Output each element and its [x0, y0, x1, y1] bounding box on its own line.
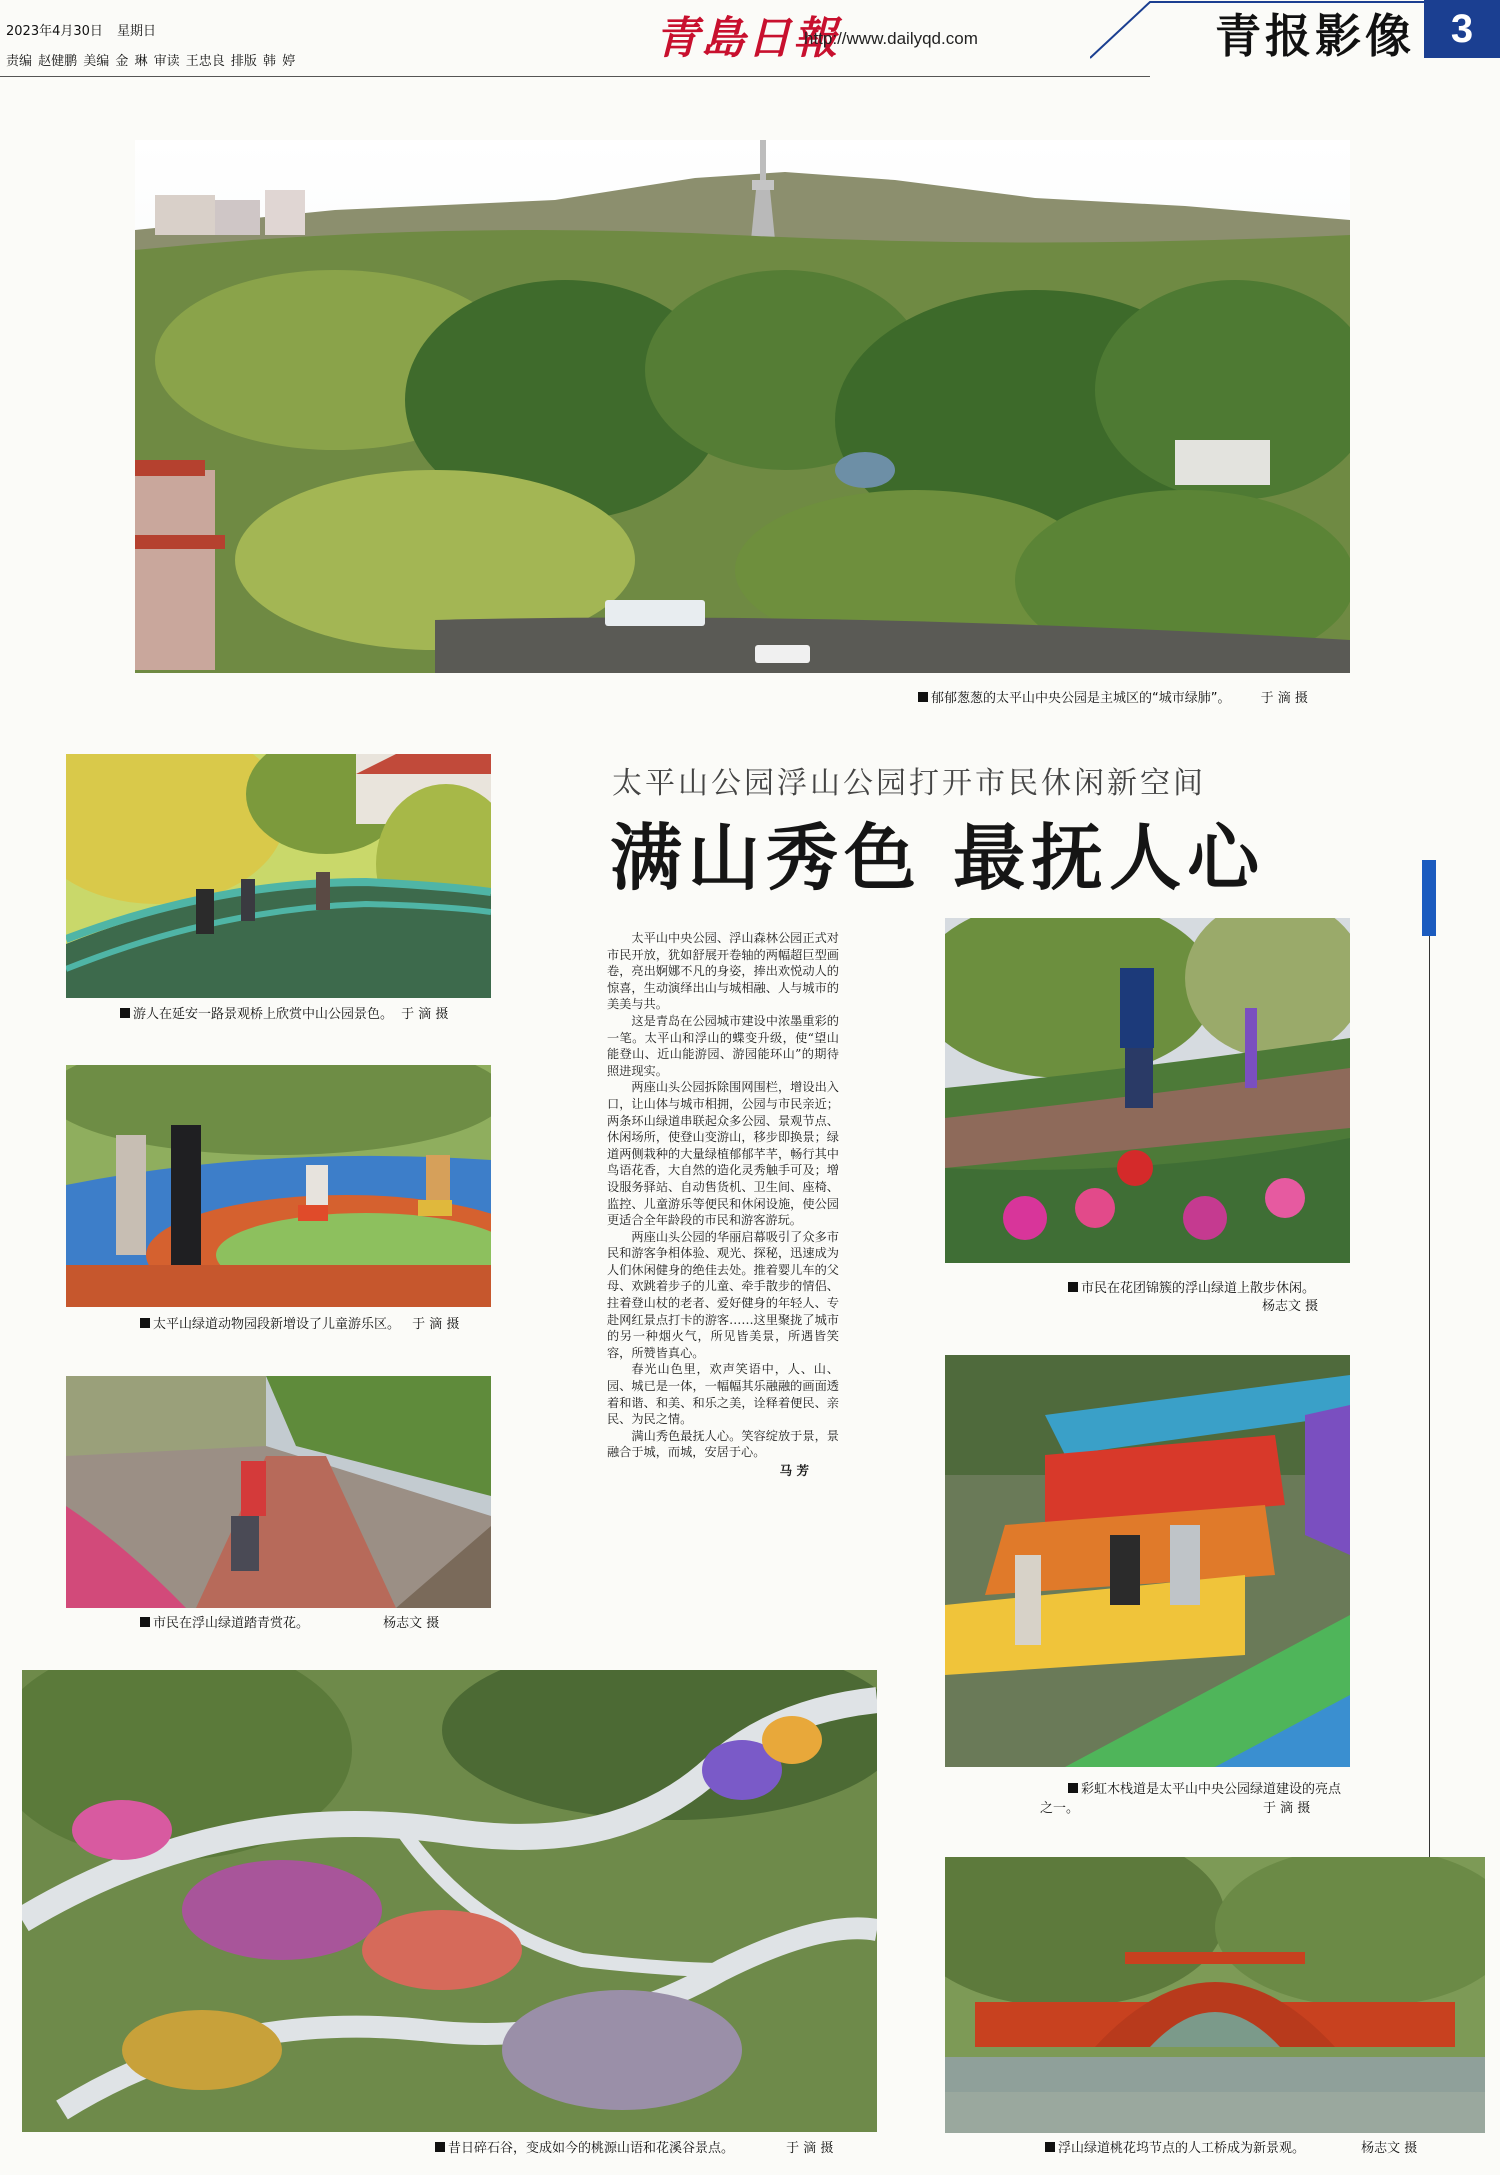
- caption-p2: [140, 1316, 459, 1334]
- caption-marker-icon: [918, 692, 928, 702]
- caption-p3-credit: 杨志文 摄: [383, 1616, 440, 1631]
- photo-fushan-greenway-walk: [945, 918, 1350, 1263]
- article-paragraph: 两座山头公园拆除围网围栏，增设出入口，让山体与城市相拥，公园与市民亲近；两条环山绿道串联起众多公园、景观节点、休闲场所，使登山变游山，移步即换景；绿道两侧栽种的大量绿植郁郁芊芊，畅行其中鸟语花香，大自然的造化灵秀触手可及；增设服务驿站、自动售货机、卫生间、座椅、监控、儿童游乐等便民和休闲设施，使公园更适合全年龄段的市民和游客游玩。: [607, 1080, 839, 1228]
- photo-red-arch-bridge: [945, 1857, 1485, 2133]
- caption-p3-text: 市民在浮山绿道踏青赏花。: [153, 1616, 310, 1631]
- caption-top-text: 郁郁葱葱的太平山中央公园是主城区的“城市绿肺”。: [931, 691, 1231, 706]
- photo-children-playground: [66, 1065, 491, 1307]
- photo-flower-valley-aerial: [22, 1670, 877, 2132]
- caption-marker-icon: [435, 2142, 445, 2152]
- article-subtitle: 太平山公园浮山公园打开市民休闲新空间: [612, 766, 1206, 801]
- caption-p7: [1045, 2140, 1417, 2158]
- photo-rainbow-boardwalk: [945, 1355, 1350, 1767]
- caption-p1-credit: 于 滴 摄: [401, 1007, 449, 1022]
- caption-p6-credit: 于 滴 摄: [786, 2141, 834, 2156]
- caption-p4: [1068, 1280, 1315, 1298]
- section-title: 青报影像: [1215, 9, 1415, 63]
- newspaper-logo: 青島日報: [655, 13, 839, 64]
- article-paragraph: 两座山头公园的华丽启幕吸引了众多市民和游客争相体验、观光、探秘，迅速成为人们休闲健身的绝佳去处。推着婴儿车的父母、欢跳着步子的儿童、牵手散步的情侣、拄着登山杖的老者、爱好健身的年轻人、专赴网红景点打卡的游客……这里聚拢了城市的另一种烟火气，所见皆美景，所遇皆笑容，所赞皆真心。: [607, 1229, 839, 1360]
- caption-top: [918, 690, 1308, 708]
- header-staff-line: 责编 赵健鹏 美编 金 琳 审读 王忠良 排版 韩 婷: [6, 54, 296, 69]
- arch-bridge-image: [945, 1857, 1485, 2133]
- caption-marker-icon: [140, 1617, 150, 1627]
- caption-p1: [120, 1006, 448, 1024]
- article-paragraph: 春光山色里，欢声笑语中，人、山、园、城已是一体，一幅幅其乐融融的画面透着和谐、和美、和乐之美，诠释着便民、亲民、为民之情。: [607, 1362, 839, 1427]
- caption-p7-text: 浮山绿道桃花坞节点的人工桥成为新景观。: [1058, 2141, 1306, 2156]
- caption-p6: [435, 2140, 833, 2158]
- header-rule: [0, 76, 1150, 77]
- article-headline: 满山秀色 最抚人心: [610, 815, 1266, 900]
- caption-p3: [140, 1615, 439, 1633]
- caption-p2-text: 太平山绿道动物园段新增设了儿童游乐区。: [153, 1317, 401, 1332]
- caption-p5-line2: [1040, 1800, 1079, 1818]
- greenway-walk-image: [945, 918, 1350, 1263]
- photo-bridge-zhongshan-park: [66, 754, 491, 998]
- caption-marker-icon: [140, 1318, 150, 1328]
- caption-p4-credit: 杨志文 摄: [1262, 1299, 1319, 1314]
- playground-image: [66, 1065, 491, 1307]
- panorama-image: [135, 140, 1350, 673]
- caption-marker-icon: [120, 1008, 130, 1018]
- article-paragraph: 太平山中央公园、浮山森林公园正式对市民开放，犹如舒展开卷轴的两幅超巨型画卷，亮出婀娜不凡的身姿，捧出欢悦动人的惊喜，生动演绎出山与城相融、人与城市的美美与共。: [607, 931, 839, 1012]
- caption-p5-text-1: 彩虹木栈道是太平山中央公园绿道建设的亮点: [1081, 1782, 1342, 1797]
- caption-p4-text: 市民在花团锦簇的浮山绿道上散步休闲。: [1081, 1281, 1316, 1296]
- header-weekday: 星期日: [117, 24, 157, 39]
- bridge-image: [66, 754, 491, 998]
- side-rule: [1429, 936, 1430, 1866]
- article-body: [607, 930, 839, 1479]
- caption-p5-text-2: 之一。: [1040, 1801, 1080, 1816]
- header-date: 2023年4月30日: [6, 24, 103, 39]
- caption-p7-credit: 杨志文 摄: [1361, 2141, 1418, 2156]
- flower-valley-image: [22, 1670, 877, 2132]
- caption-p1-text: 游人在延安一路景观桥上欣赏中山公园景色。: [133, 1007, 394, 1022]
- article-paragraph: 满山秀色最抚人心。笑容绽放于景，景融合于城，而城，安居于心。: [607, 1428, 839, 1460]
- greenway-flowers-image: [66, 1376, 491, 1608]
- header-date-line: [6, 22, 156, 41]
- caption-marker-icon: [1045, 2142, 1055, 2152]
- article-paragraph: 这是青岛在公园城市建设中浓墨重彩的一笔。太平山和浮山的蝶变升级，使“望山能登山、近山能游园、游园能环山”的期待照进现实。: [607, 1013, 839, 1078]
- rainbow-boardwalk-image: [945, 1355, 1350, 1767]
- side-accent-bar: [1422, 860, 1436, 936]
- photo-fushan-greenway-flowers: [66, 1376, 491, 1608]
- article-author: 马 芳: [779, 1463, 809, 1478]
- caption-p5-credit: 于 滴 摄: [1263, 1801, 1311, 1816]
- caption-marker-icon: [1068, 1783, 1078, 1793]
- caption-marker-icon: [1068, 1282, 1078, 1292]
- caption-p2-credit: 于 滴 摄: [412, 1317, 460, 1332]
- caption-p5: [1068, 1781, 1341, 1799]
- caption-p6-text: 昔日碎石谷，变成如今的桃源山语和花溪谷景点。: [448, 2141, 735, 2156]
- caption-top-credit: 于 滴 摄: [1260, 691, 1308, 706]
- photo-top-panorama: [135, 140, 1350, 673]
- page-number-badge: 3: [1424, 0, 1500, 58]
- newspaper-url[interactable]: http://www.dailyqd.com: [804, 29, 978, 48]
